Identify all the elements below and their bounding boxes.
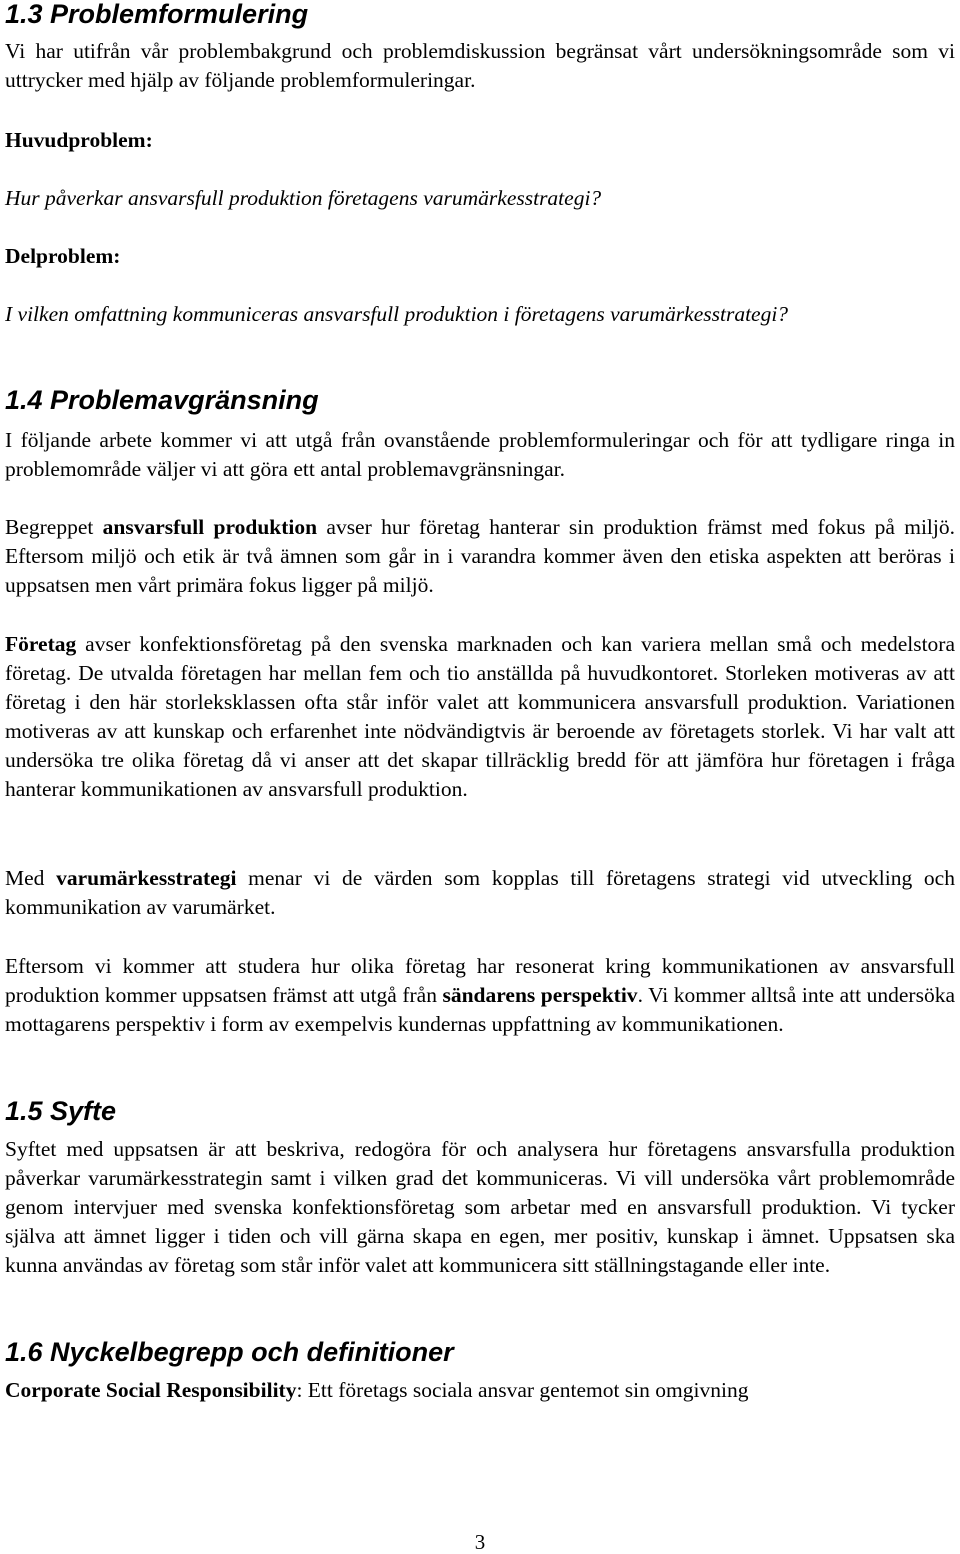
main-problem-label: Huvudproblem: <box>5 128 153 152</box>
term-varumarkesstrategi: varumärkesstrategi <box>56 866 237 890</box>
delimitation-paragraph-2: Begreppet ansvarsfull produktion avser hur företag hanterar sin produktion främst med fokus på miljö. Eftersom miljö och etik är två ämnen som går in i varandra kommer även den etiska aspekten att beröras i uppsatsen men vårt primära fokus ligger på miljö. <box>5 515 955 597</box>
sub-problem-label: Delproblem: <box>5 244 121 268</box>
heading-problemavgransning: 1.4 Problemavgränsning <box>5 385 319 415</box>
delimitation-paragraph-5: Eftersom vi kommer att studera hur olika företag har resonerat kring kommunikationen av ansvarsfull produktion kommer uppsatsen främst att utgå från sändarens perspektiv. Vi kommer alltså inte att undersöka mottagarens perspektiv i form av exempelvis kundernas uppfattning av kommunikationen. <box>5 954 955 1036</box>
page-number: 3 <box>474 1530 486 1554</box>
delimitation-paragraph-3: Företag avser konfektionsföretag på den svenska marknaden och kan variera mellan små och medelstora företag. De utvalda företagen har mellan fem och tio anställda på huvudkontoret. Storleken motiveras av att företag i den här storleksklassen ofta står inför valet att kommunicera ansvarsfull produktion. Variationen motiveras av att kunskap och erfarenhet inte nödvändigtvis är beroende av företagets storlek. Vi har valt att undersöka tre olika företag då vi anser att det skapar tillräcklig bredd för att jämföra hur företagen i fråga hanterar kommunikationen av ansvarsfull produktion. <box>5 632 955 801</box>
purpose-paragraph: Syftet med uppsatsen är att beskriva, redogöra för och analysera hur företagens ansvarsfulla produktion påverkar varumärkesstrategin samt i vilken grad det kommuniceras. Vi vill undersöka vårt problemområde genom intervjuer med svenska konfektionsföretag som arbetar med en ansvarsfull produktion. Vi tycker själva att ämnet ligger i tiden och vill gärna skapa en egen, mer positiv, kunskap i ämnet. Uppsatsen ska kunna användas av företag som står inför valet att kommunicera sitt ställningstagande eller inte. <box>5 1137 955 1277</box>
heading-nyckelbegrepp: 1.6 Nyckelbegrepp och definitioner <box>5 1337 454 1367</box>
definition-csr: Corporate Social Responsibility: Ett företags sociala ansvar gentemot sin omgivning <box>5 1378 749 1402</box>
main-problem-question: Hur påverkar ansvarsfull produktion företagens varumärkesstrategi? <box>5 186 602 210</box>
term-sandarens-perspektiv: sändarens perspektiv <box>442 983 638 1007</box>
delimitation-paragraph-4: Med varumärkesstrategi menar vi de värden som kopplas till företagens strategi vid utveckling och kommunikation av varumärket. <box>5 866 955 919</box>
heading-syfte: 1.5 Syfte <box>5 1096 117 1126</box>
delimitation-paragraph-1: I följande arbete kommer vi att utgå från ovanstående problemformuleringar och för att tydligare ringa in problemområde väljer vi att göra ett antal problemavgränsningar. <box>5 428 955 481</box>
term-csr: Corporate Social Responsibility <box>5 1378 297 1402</box>
intro-paragraph: Vi har utifrån vår problembakgrund och problemdiskussion begränsat vårt undersökningsområde som vi uttrycker med hjälp av följande problemformuleringar. <box>5 39 955 92</box>
term-ansvarsfull-produktion: ansvarsfull produktion <box>102 515 318 539</box>
heading-problemformulering: 1.3 Problemformulering <box>5 0 309 29</box>
term-foretag: Företag <box>5 632 77 656</box>
sub-problem-question: I vilken omfattning kommuniceras ansvarsfull produktion i företagens varumärkesstrategi? <box>5 302 789 326</box>
